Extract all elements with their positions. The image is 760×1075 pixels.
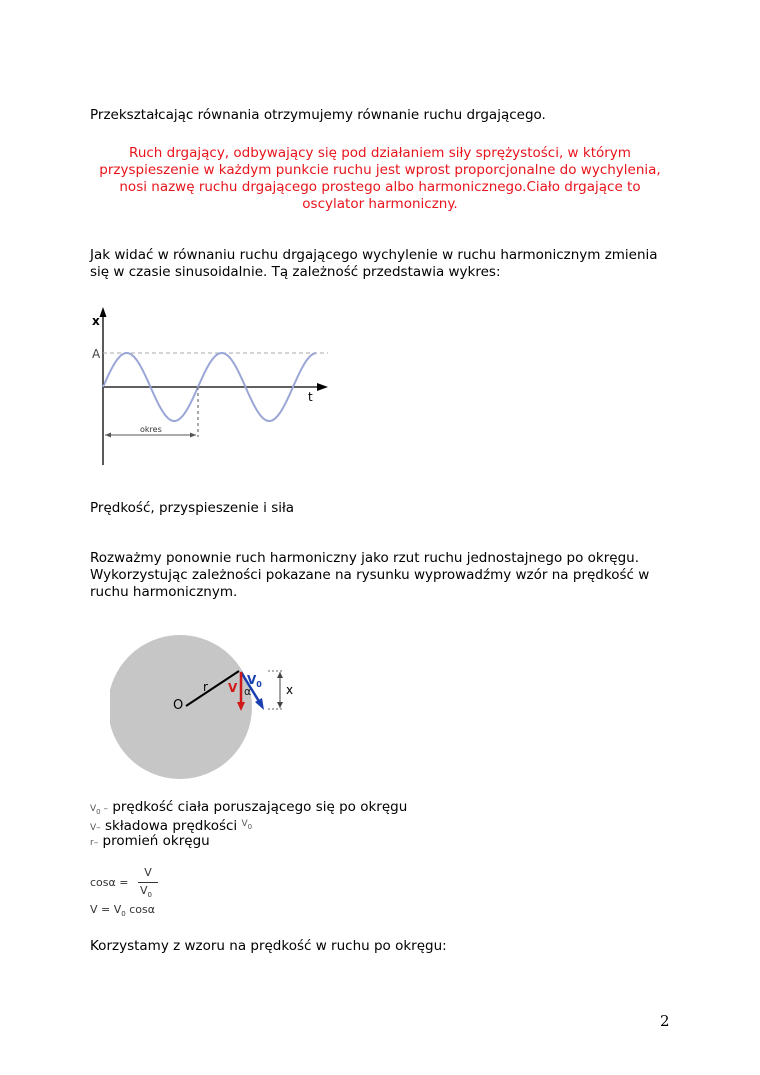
- legend-v0-text: prędkość ciała poruszającego się po okręgu: [112, 799, 408, 815]
- sine-graph: [88, 305, 338, 470]
- legend-v-symbol: V–: [90, 823, 101, 833]
- v-label: V: [228, 681, 238, 695]
- period-arrow-left: [105, 433, 111, 438]
- sine-intro-paragraph: Jak widać w równaniu ruchu drgającego wychylenie w ruchu harmonicznym zmienia się w czasie sinusoidalnie. Tą zależność przedstawia wykres:: [90, 247, 658, 280]
- x-dim-label: x: [286, 683, 294, 697]
- formula-cos-lhs: cosα =: [90, 876, 129, 889]
- x-axis-arrow: [317, 383, 328, 391]
- intro-paragraph: Przekształcając równania otrzymujemy równanie ruchu drgającego.: [90, 107, 546, 123]
- v0-label: $V_0$: [247, 673, 262, 689]
- radius-label: r: [203, 680, 208, 694]
- amplitude-label: A: [92, 347, 101, 361]
- alpha-label: α: [244, 685, 252, 698]
- legend-r: [90, 833, 210, 852]
- v0-arrowhead: [255, 698, 264, 710]
- y-axis-label: x: [92, 314, 100, 328]
- legend-r-symbol: r–: [90, 838, 99, 848]
- legend-v-text-symbol: V0: [241, 819, 253, 831]
- period-arrow-right: [190, 433, 196, 438]
- legend-v-text: składowa prędkości: [104, 818, 238, 834]
- formula-cos-numerator: V: [144, 866, 152, 879]
- formula-v: $V = V_0$ cosα: [90, 903, 156, 919]
- projection-paragraph: Rozważmy ponownie ruch harmoniczny jako rzut ruchu jednostajnego po okręgu. Wykorzystując zależności pokazane na rysunku wyprowadźmy wzór na prędkość w ruchu harmonicznym.: [90, 550, 650, 600]
- definition-highlight: Ruch drgający, odbywający się pod działaniem siły sprężystości, w którym przyspieszenie w każdym punkcie ruchu jest wprost proporcjonalne do wychylenia, nosi nazwę ruchu drgającego prostego albo harmonicznego.Ciało drgające to oscylator harmoniczny.: [99, 145, 661, 212]
- y-axis-arrow: [100, 307, 107, 317]
- center-label: O: [173, 698, 184, 713]
- x-dim-arrow-bottom: [277, 702, 283, 708]
- page-number: 2: [660, 1012, 670, 1030]
- circle-figure: [110, 635, 310, 785]
- formula-fraction-bar: [138, 882, 158, 883]
- x-dim-arrow-top: [277, 672, 283, 678]
- legend-r-text: promień okręgu: [102, 833, 210, 849]
- legend-v0-symbol: $V_0$ –: [90, 804, 109, 816]
- formula-cos-denominator: $V_0$: [140, 884, 152, 900]
- period-label: okres: [140, 425, 162, 434]
- section-heading: Prędkość, przyspieszenie i siła: [90, 500, 295, 516]
- x-axis-label: t: [308, 390, 313, 404]
- circle-velocity-paragraph: Korzystamy z wzoru na prędkość w ruchu po okręgu:: [90, 938, 447, 954]
